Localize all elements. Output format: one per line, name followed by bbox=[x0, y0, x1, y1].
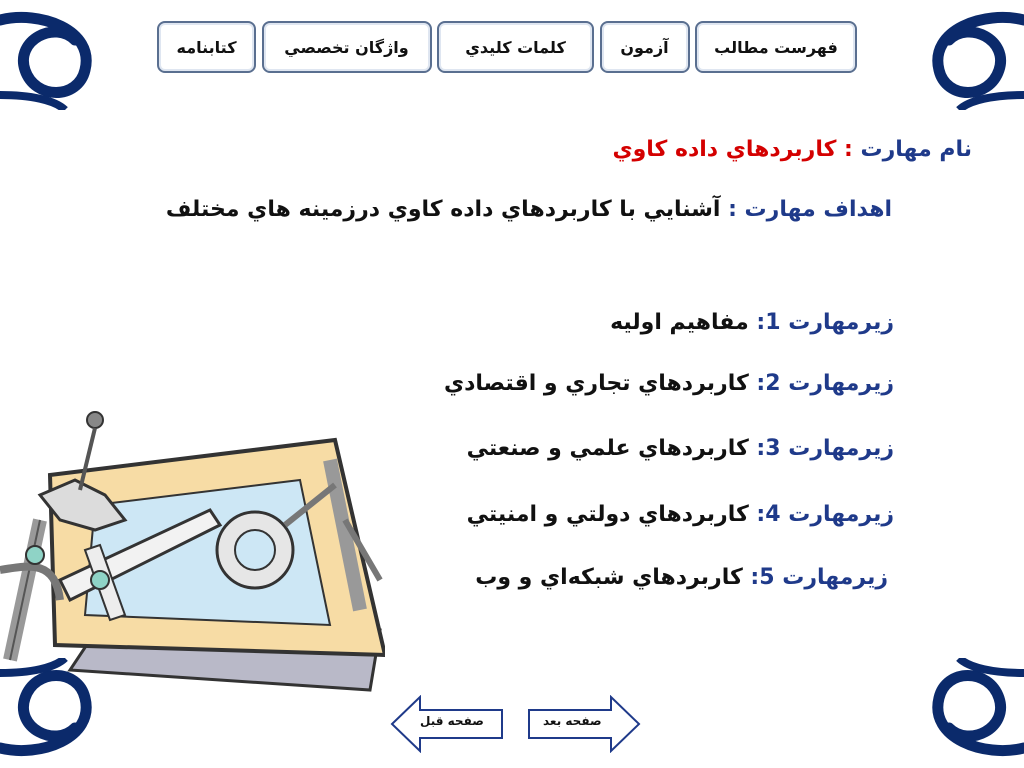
skill-name bbox=[612, 137, 972, 162]
exam-button[interactable]: آزمون bbox=[600, 21, 690, 73]
subskill-text: كاربردهاي علمي و صنعتي bbox=[466, 436, 749, 461]
skill-goals-label: اهداف مهارت : bbox=[720, 197, 892, 222]
subskill-3[interactable] bbox=[467, 436, 894, 461]
subskill-2[interactable] bbox=[444, 371, 894, 396]
keywords-button[interactable]: كلمات كليدي bbox=[437, 21, 594, 73]
skill-name-separator: : bbox=[836, 137, 861, 162]
corner-ornament-bottom-right bbox=[904, 658, 1024, 768]
skill-name-value: كاربردهاي داده كاوي bbox=[612, 137, 837, 162]
skill-name-label: نام مهارت bbox=[860, 137, 972, 162]
skill-goals-value: آشنايي با كاربردهاي داده كاوي درزمينه هاي مختلف bbox=[165, 197, 721, 222]
next-page-label: صفحه بعد bbox=[543, 714, 602, 728]
subskill-4[interactable] bbox=[467, 502, 894, 527]
subskill-label: زيرمهارت 3: bbox=[748, 436, 894, 461]
corner-ornament-icon bbox=[904, 0, 1024, 110]
subskill-label: زيرمهارت 1: bbox=[748, 310, 894, 335]
bibliography-button[interactable]: كتابنامه bbox=[157, 21, 256, 73]
top-navigation bbox=[157, 21, 857, 77]
corner-ornament-top-left bbox=[0, 0, 120, 110]
subskill-label: زيرمهارت 4: bbox=[748, 502, 894, 527]
corner-ornament-icon bbox=[0, 0, 120, 110]
toc-button[interactable]: فهرست مطالب bbox=[695, 21, 857, 73]
subskill-1[interactable] bbox=[610, 310, 894, 335]
prev-page-label: صفحه قبل bbox=[420, 714, 484, 728]
subskill-label: زيرمهارت 2: bbox=[748, 371, 894, 396]
corner-ornament-icon bbox=[904, 658, 1024, 768]
subskill-text: كاربردهاي شبكه‌اي و وب bbox=[475, 565, 743, 590]
corner-ornament-top-right bbox=[904, 0, 1024, 110]
subskill-label: زيرمهارت 5: bbox=[742, 565, 888, 590]
skill-goals bbox=[166, 197, 892, 222]
drafting-table-illustration bbox=[0, 400, 385, 700]
glossary-button[interactable]: واژگان تخصصي bbox=[262, 21, 432, 73]
subskill-text: كاربردهاي دولتي و امنيتي bbox=[466, 502, 749, 527]
prev-page-button[interactable] bbox=[390, 695, 504, 753]
subskill-text: مفاهيم اوليه bbox=[610, 310, 749, 335]
next-page-button[interactable] bbox=[527, 695, 641, 753]
subskill-5[interactable] bbox=[475, 565, 888, 590]
subskill-text: كاربردهاي تجاري و اقتصادي bbox=[443, 371, 749, 396]
drafting-table-icon bbox=[0, 400, 385, 700]
